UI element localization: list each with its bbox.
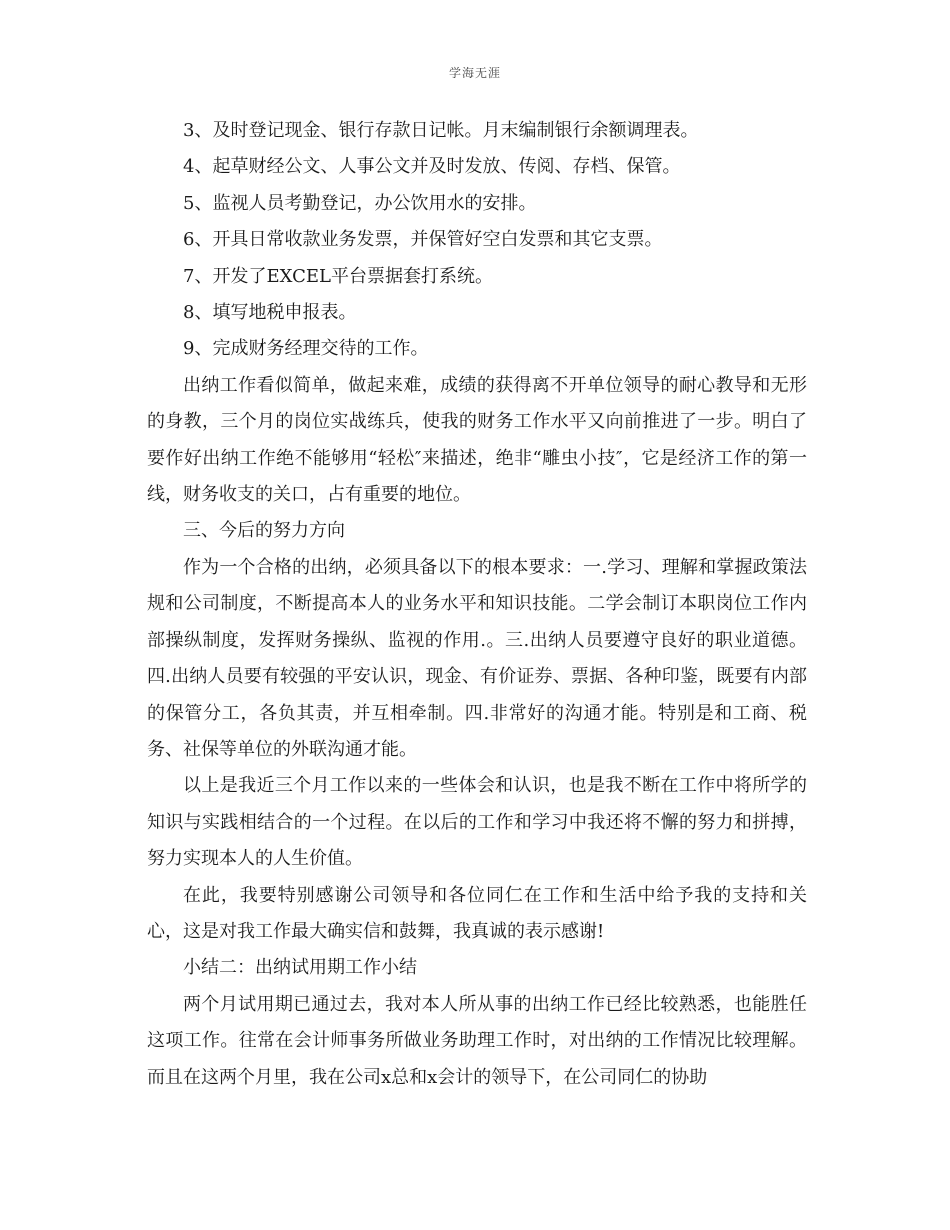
paragraph-item-8: 8、填写地税申报表。 xyxy=(183,302,357,324)
paragraph-item-7: 7、开发了EXCEL平台票据套打系统。 xyxy=(183,265,493,287)
paragraph-item-5: 5、监视人员考勤登记，办公饮用水的安排。 xyxy=(183,192,537,214)
paragraph-requirements: 作为一个合格的出纳，必须具备以下的根本要求：一.学习、理解和掌握政策法规和公司制度，不断提高本人的业务水平和知识技能。二学会制订本职岗位工作内部操纵制度，发挥财务操纵、监视的作用.。三.出纳人员要遵守良好的职业道德。四.出纳人员要有较强的平安认识，现金、有价证券、票据、各种印鉴，既要有内部的保管分工，各负其责，并互相牵制。四.非常好的沟通才能。特别是和工商、税务、社保等单位的外联沟通才能。 xyxy=(147,556,807,760)
page-header: 学海无涯 xyxy=(448,66,501,80)
paragraph-cashier-reflection: 出纳工作看似简单，做起来难，成绩的获得离不开单位领导的耐心教导和无形的身教，三个月的岗位实战练兵，使我的财务工作水平又向前推进了一步。明白了要作好出纳工作绝不能够用“轻松″来描述，绝非“雕虫小技″，它是经济工作的第一线，财务收支的关口，占有重要的地位。 xyxy=(147,374,807,506)
section-heading-summary-two: 小结二：出纳试用期工作小结 xyxy=(183,957,417,979)
section-heading-future-direction: 三、今后的努力方向 xyxy=(183,520,345,542)
paragraph-thanks: 在此，我要特别感谢公司领导和各位同仁在工作和生活中给予我的支持和关心，这是对我工作最大确实信和鼓舞，我真诚的表示感谢! xyxy=(147,884,807,942)
document-body xyxy=(147,113,807,1096)
paragraph-item-3: 3、及时登记现金、银行存款日记帐。月末编制银行余额调理表。 xyxy=(183,120,699,141)
paragraph-item-9: 9、完成财务经理交待的工作。 xyxy=(183,338,429,360)
paragraph-item-4: 4、起草财经公文、人事公文并及时发放、传阅、存档、保管。 xyxy=(183,156,681,178)
paragraph-summary: 以上是我近三个月工作以来的一些体会和认识，也是我不断在工作中将所学的知识与实践相结合的一个过程。在以后的工作和学习中我还将不懈的努力和拼搏，努力实现本人的人生价值。 xyxy=(147,775,807,870)
paragraph-probation: 两个月试用期已通过去，我对本人所从事的出纳工作已经比较熟悉，也能胜任这项工作。往常在会计师事务所做业务助理工作时，对出纳的工作情况比较理解。而且在这两个月里，我在公司x总和x会计的领导下，在公司同仁的协助 xyxy=(147,993,807,1088)
paragraph-item-6: 6、开具日常收款业务发票，并保管好空白发票和其它支票。 xyxy=(183,229,663,251)
